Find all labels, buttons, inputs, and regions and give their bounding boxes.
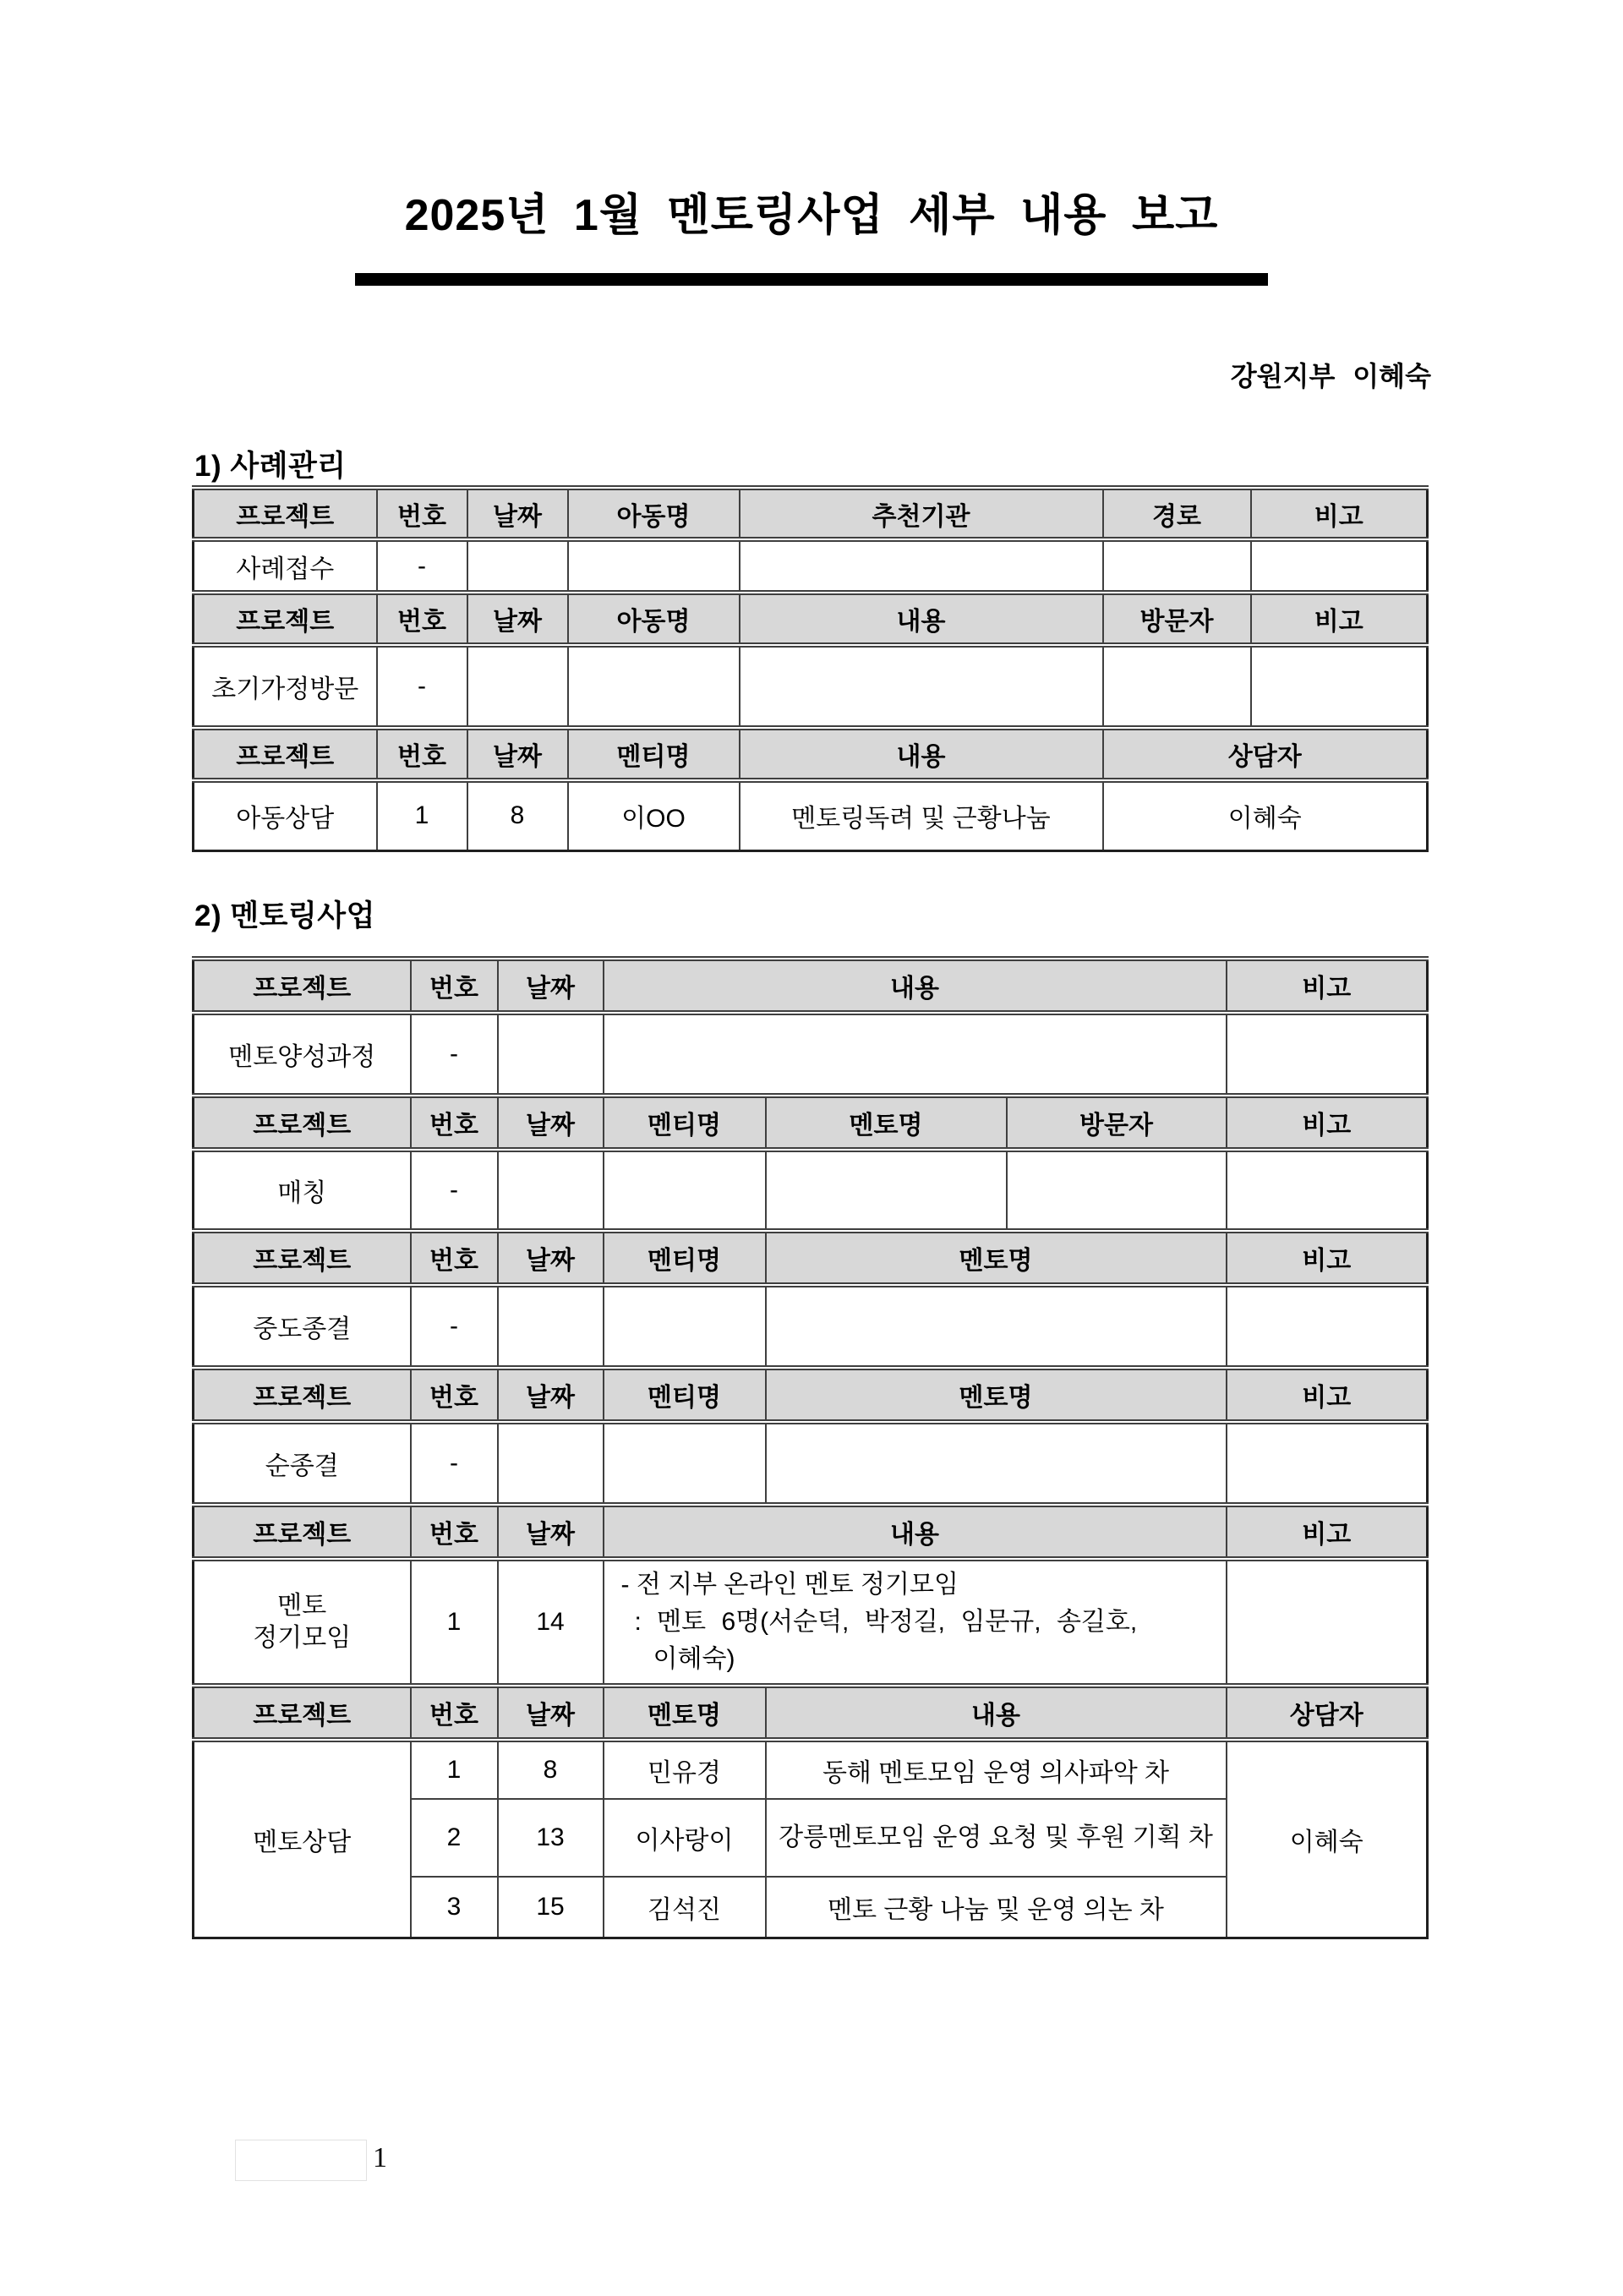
footer-empty-box — [235, 2140, 367, 2181]
col-header-project: 프로젝트 — [194, 1231, 411, 1285]
cell-content: 멘토링독려 및 근황나눔 — [740, 780, 1103, 850]
col-header-no: 번호 — [411, 959, 498, 1013]
empty-cell — [766, 1285, 1227, 1368]
content-line: - 전 지부 온라인 멘토 정기모임 — [620, 1571, 959, 1599]
empty-cell — [1251, 645, 1428, 728]
cell-no: - — [411, 1285, 498, 1368]
col-header-date: 날짜 — [498, 1505, 604, 1559]
cell-date: 14 — [498, 1559, 604, 1686]
col-header-project: 프로젝트 — [194, 728, 377, 780]
cell-no: 1 — [377, 780, 467, 850]
byline: 강원지부 이혜숙 — [1230, 361, 1431, 391]
col-header-counselor: 상담자 — [1227, 1686, 1428, 1740]
page-title: 2025년 1월 멘토링사업 세부 내용 보고 — [404, 191, 1219, 240]
table-row-child-counseling — [194, 780, 1428, 850]
empty-cell — [1103, 645, 1251, 728]
empty-cell — [604, 1150, 766, 1231]
col-header-date: 날짜 — [498, 1096, 604, 1150]
col-header-content: 내용 — [604, 959, 1227, 1013]
table-header-row — [194, 593, 1428, 645]
col-header-mentor-name: 멘토명 — [766, 1096, 1007, 1150]
table-header-row — [194, 488, 1428, 539]
col-header-content: 내용 — [604, 1505, 1227, 1559]
col-header-project: 프로젝트 — [194, 959, 411, 1013]
cell-no: - — [411, 1150, 498, 1231]
table-row-normal-termination — [194, 1422, 1428, 1505]
content-line: 이혜숙) — [653, 1645, 735, 1673]
col-header-mentee-name: 멘티명 — [604, 1231, 766, 1285]
col-header-date: 날짜 — [498, 1368, 604, 1422]
cell-project-line2: 정기모임 — [253, 1624, 352, 1652]
empty-cell — [604, 1285, 766, 1368]
table-header-row — [194, 1505, 1428, 1559]
empty-cell — [498, 1422, 604, 1505]
case-management-table — [192, 485, 1429, 852]
empty-cell — [568, 539, 740, 593]
col-header-note: 비고 — [1251, 593, 1428, 645]
cell-project: 매칭 — [194, 1150, 411, 1231]
section1-heading: 1) 사례관리 — [194, 450, 347, 483]
cell-date: 13 — [498, 1799, 604, 1877]
empty-cell — [1251, 539, 1428, 593]
table-row-mentor-counseling-1 — [194, 1740, 1428, 1799]
empty-cell — [1007, 1150, 1227, 1231]
table-row-case-intake — [194, 539, 1428, 593]
cell-no: 2 — [411, 1799, 498, 1877]
cell-content — [604, 1559, 1227, 1686]
empty-cell — [1103, 539, 1251, 593]
table-header-row — [194, 959, 1428, 1013]
cell-project: 멘토상담 — [194, 1740, 411, 1938]
col-header-date: 날짜 — [467, 593, 568, 645]
col-header-project: 프로젝트 — [194, 1368, 411, 1422]
cell-no: - — [377, 645, 467, 728]
empty-cell — [740, 645, 1103, 728]
empty-cell — [1227, 1150, 1428, 1231]
cell-mentor-name: 이사랑이 — [604, 1799, 766, 1877]
cell-no: 1 — [411, 1740, 498, 1799]
table-header-row — [194, 1368, 1428, 1422]
col-header-mentor-name: 멘토명 — [604, 1686, 766, 1740]
cell-project: 초기가정방문 — [194, 645, 377, 728]
empty-cell — [766, 1422, 1227, 1505]
col-header-date: 날짜 — [498, 1686, 604, 1740]
cell-no: - — [411, 1013, 498, 1096]
empty-cell — [604, 1422, 766, 1505]
cell-date: 8 — [498, 1740, 604, 1799]
empty-cell — [1227, 1422, 1428, 1505]
col-header-project: 프로젝트 — [194, 488, 377, 539]
cell-date: 15 — [498, 1877, 604, 1938]
cell-content: 멘토 근황 나눔 및 운영 의논 차 — [766, 1877, 1227, 1938]
cell-project: 사례접수 — [194, 539, 377, 593]
cell-date: 8 — [467, 780, 568, 850]
col-header-no: 번호 — [411, 1368, 498, 1422]
cell-mentee-name: 이OO — [568, 780, 740, 850]
table-header-row — [194, 1686, 1428, 1740]
table-header-row — [194, 1096, 1428, 1150]
col-header-no: 번호 — [411, 1231, 498, 1285]
col-header-date: 날짜 — [498, 959, 604, 1013]
col-header-note: 비고 — [1227, 959, 1428, 1013]
content-line: : 멘토 6명(서순덕, 박정길, 임문규, 송길호, — [634, 1608, 1138, 1636]
cell-project-line1: 멘토 — [277, 1592, 327, 1620]
col-header-mentee-name: 멘티명 — [604, 1096, 766, 1150]
col-header-note: 비고 — [1227, 1368, 1428, 1422]
mentoring-project-table — [192, 956, 1429, 1939]
empty-cell — [1227, 1013, 1428, 1096]
cell-mentor-name: 김석진 — [604, 1877, 766, 1938]
empty-cell — [498, 1285, 604, 1368]
col-header-project: 프로젝트 — [194, 593, 377, 645]
col-header-content: 내용 — [766, 1686, 1227, 1740]
col-header-no: 번호 — [411, 1096, 498, 1150]
col-header-visitor: 방문자 — [1103, 593, 1251, 645]
col-header-note: 비고 — [1227, 1096, 1428, 1150]
col-header-no: 번호 — [377, 728, 467, 780]
cell-counselor: 이혜숙 — [1103, 780, 1428, 850]
col-header-visitor: 방문자 — [1007, 1096, 1227, 1150]
cell-mentor-name: 민유경 — [604, 1740, 766, 1799]
table-row-initial-home-visit — [194, 645, 1428, 728]
cell-project: 순종결 — [194, 1422, 411, 1505]
col-header-mentee-name: 멘티명 — [568, 728, 740, 780]
col-header-project: 프로젝트 — [194, 1505, 411, 1559]
cell-no: - — [411, 1422, 498, 1505]
table-row-matching — [194, 1150, 1428, 1231]
col-header-no: 번호 — [411, 1686, 498, 1740]
col-header-no: 번호 — [411, 1505, 498, 1559]
col-header-date: 날짜 — [467, 728, 568, 780]
empty-cell — [498, 1013, 604, 1096]
cell-content: 강릉멘토모임 운영 요청 및 후원 기획 차 — [766, 1799, 1227, 1877]
empty-cell — [467, 645, 568, 728]
cell-project — [194, 1559, 411, 1686]
table-header-row — [194, 728, 1428, 780]
empty-cell — [1227, 1559, 1428, 1686]
cell-project: 아동상담 — [194, 780, 377, 850]
section2-heading: 2) 멘토링사업 — [194, 899, 375, 932]
empty-cell — [1227, 1285, 1428, 1368]
col-header-child-name: 아동명 — [568, 593, 740, 645]
table-row-mentor-regular-meeting — [194, 1559, 1428, 1686]
empty-cell — [467, 539, 568, 593]
page-number: 1 — [373, 2142, 387, 2173]
table-header-row — [194, 1231, 1428, 1285]
col-header-note: 비고 — [1251, 488, 1428, 539]
col-header-no: 번호 — [377, 593, 467, 645]
cell-counselor: 이혜숙 — [1227, 1740, 1428, 1938]
empty-cell — [766, 1150, 1007, 1231]
table-row-dropout-termination — [194, 1285, 1428, 1368]
cell-no: 3 — [411, 1877, 498, 1938]
col-header-mentor-name: 멘토명 — [766, 1368, 1227, 1422]
col-header-project: 프로젝트 — [194, 1686, 411, 1740]
col-header-date: 날짜 — [467, 488, 568, 539]
cell-content: 동해 멘토모임 운영 의사파악 차 — [766, 1740, 1227, 1799]
col-header-note: 비고 — [1227, 1231, 1428, 1285]
title-underline — [355, 273, 1268, 286]
col-header-content: 내용 — [740, 593, 1103, 645]
col-header-project: 프로젝트 — [194, 1096, 411, 1150]
empty-cell — [568, 645, 740, 728]
col-header-note: 비고 — [1227, 1505, 1428, 1559]
col-header-child-name: 아동명 — [568, 488, 740, 539]
cell-project: 중도종결 — [194, 1285, 411, 1368]
col-header-content: 내용 — [740, 728, 1103, 780]
cell-no: 1 — [411, 1559, 498, 1686]
empty-cell — [740, 539, 1103, 593]
empty-cell — [498, 1150, 604, 1231]
cell-no: - — [377, 539, 467, 593]
empty-cell — [604, 1013, 1227, 1096]
cell-project: 멘토양성과정 — [194, 1013, 411, 1096]
col-header-no: 번호 — [377, 488, 467, 539]
col-header-date: 날짜 — [498, 1231, 604, 1285]
col-header-referral-org: 추천기관 — [740, 488, 1103, 539]
table-row-mentor-training — [194, 1013, 1428, 1096]
col-header-counselor: 상담자 — [1103, 728, 1428, 780]
col-header-mentee-name: 멘티명 — [604, 1368, 766, 1422]
col-header-mentor-name: 멘토명 — [766, 1231, 1227, 1285]
col-header-route: 경로 — [1103, 488, 1251, 539]
